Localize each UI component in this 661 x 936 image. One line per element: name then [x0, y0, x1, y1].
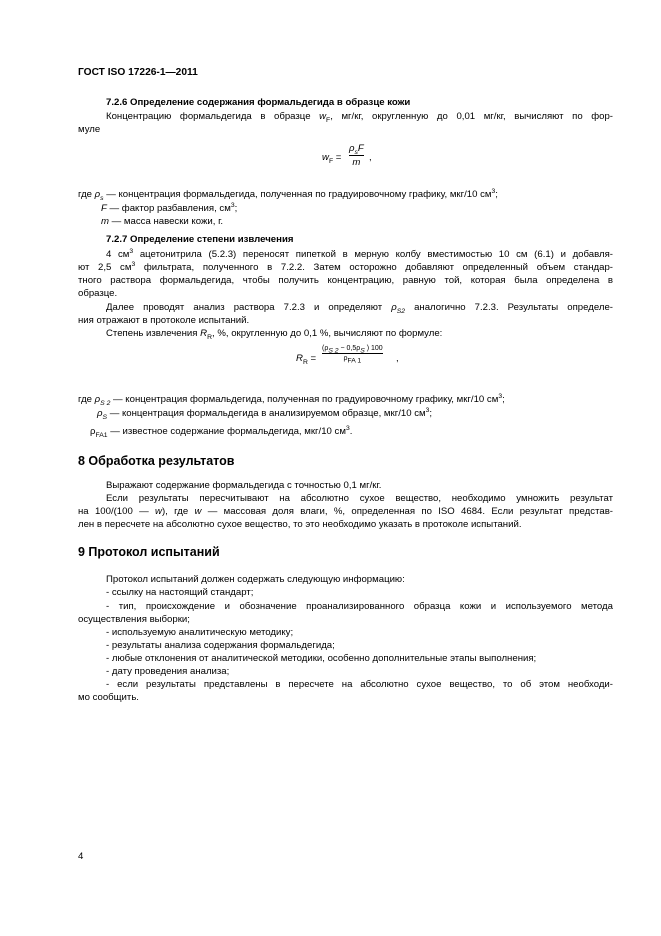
list-item: - любые отклонения от аналитической методики, особенно дополнительные этапы выполнения; [106, 653, 537, 664]
list-item-continuation: мо сообщить. [78, 692, 139, 703]
paragraph-line: ния отражают в протоколе испытаний. [78, 315, 250, 326]
definition-line: $\rho_S$ — концентрация формальдегида в анализируемом образце, мкг/10 $см^3$; [97, 406, 433, 421]
fraction-bar [322, 353, 383, 354]
definition-line: m — масса навески кожи, г. [101, 216, 224, 227]
paragraph-line: образце. [78, 288, 118, 299]
paragraph-line: лен в пересчете на абсолютно сухое вещество, то это необходимо указать в протоколе испытаний. [78, 519, 522, 530]
formula-end: , [396, 353, 399, 364]
list-item: - тип, происхождение и обозначение проанализированного образца кожи и используемого метода [106, 601, 613, 612]
paragraph-line: муле [78, 124, 101, 135]
list-item-continuation: осуществления выборки; [78, 614, 190, 625]
formula-denominator: m [352, 157, 361, 168]
list-item: - если результаты представлены в пересчете на абсолютно сухое вещество, то об этом необходи- [106, 679, 613, 690]
definition-line: где $\rho_{S 2}$ — концентрация формальдегида, полученная по градуировочному графику, мкг/10 $см^3$; [78, 392, 505, 407]
formula-lhs: $R_R$ = [296, 353, 317, 366]
section-title-8: 8 Обработка результатов [78, 454, 235, 468]
formula-numerator: ($\rho_{S 2} - 0,5\rho_S$ ) 100 [322, 345, 383, 355]
subsection-title-7-2-7: 7.2.7 Определение степени извлечения [106, 234, 294, 245]
formula-lhs: $w_F$ = [322, 152, 342, 165]
paragraph-line: Далее проводят анализ раствора 7.2.3 и определяют $\rho_{S2}$ аналогично 7.2.3. Результаты определе- [106, 302, 613, 315]
fraction-bar [349, 155, 364, 156]
list-item: - ссылку на настоящий стандарт; [106, 587, 254, 598]
formula-fraction [322, 345, 383, 365]
definition-line: где $\rho_s$ — концентрация формальдегида, полученная по градуировочному графику, мкг/10 $см^3$; [78, 187, 498, 202]
formula-denominator: $\rho_{FA 1}$ [343, 355, 362, 365]
paragraph-line: 4 $см^3$ ацетонитрила (5.2.3) переносят пипеткой в мерную колбу вместимостью 10 см (6.1) и добавля- [106, 247, 613, 260]
formula-fraction [349, 143, 364, 168]
section-title-9: 9 Протокол испытаний [78, 545, 220, 559]
page-number: 4 [78, 851, 84, 862]
definition-line: F — фактор разбавления, $см^3$; [101, 201, 238, 214]
paragraph-line: Если результаты пересчитывают на абсолютно сухое вещество, необходимо умножить результат [106, 493, 613, 504]
list-item: - дату проведения анализа; [106, 666, 230, 677]
paragraph-line: Степень извлечения $R_R$, %, округленную до 0,1 %, вычисляют по формуле: [106, 328, 443, 341]
formula-numerator: $\rho_sF$ [349, 143, 364, 156]
paragraph-line: Протокол испытаний должен содержать следующую информацию: [106, 574, 405, 585]
formula-end: , [369, 152, 372, 163]
paragraph-line: на 100/(100 — w), где w — массовая доля влаги, %, определенная по ISO 4684. Если результат представ- [78, 506, 613, 517]
document-header-code: ГОСТ ISO 17226-1—2011 [78, 67, 198, 78]
paragraph-line: ют 2,5 $см^3$ фильтрата, полученного в 7.2.2. Затем осторожно добавляют определенный объем стандар- [78, 260, 613, 273]
paragraph-line: Концентрацию формальдегида в образце $w_F$, мг/кг, округленную до 0,01 мг/кг, вычисляют по фор- [106, 111, 613, 124]
paragraph-line: тного раствора формальдегида, чтобы получить концентрацию, равную той, которая была определена в [78, 275, 613, 286]
definition-line: $\rho_{FA1}$ — известное содержание формальдегида, мкг/10 $см^3$. [90, 424, 353, 439]
paragraph-line: Выражают содержание формальдегида с точностью 0,1 мг/кг. [106, 480, 382, 491]
list-item: - результаты анализа содержания формальдегида; [106, 640, 335, 651]
list-item: - используемую аналитическую методику; [106, 627, 294, 638]
subsection-title-7-2-6: 7.2.6 Определение содержания формальдегида в образце кожи [106, 97, 411, 108]
